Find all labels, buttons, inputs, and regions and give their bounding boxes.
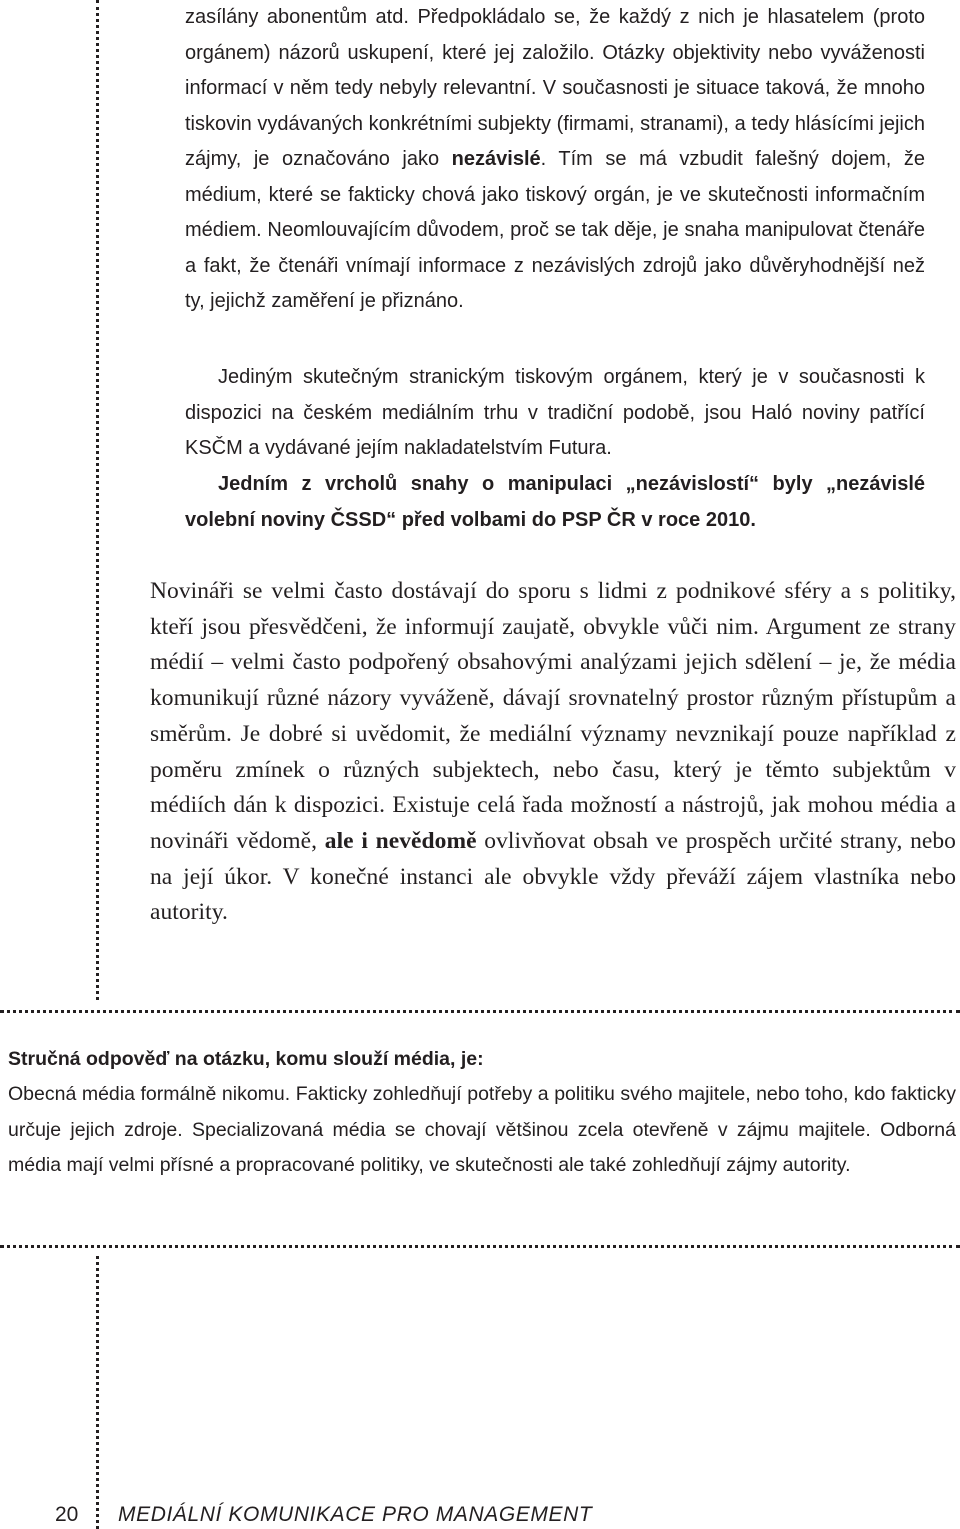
paragraph-text: . Tím se má vzbudit falešný dojem, že médium, které se fakticky chová jako tiskový orgán, je ve skutečnosti informačním médiem. Neomlouvajícím důvodem, proč se tak děje, je snaha manipulovat čtenáře a fakt, že čtenáři vnímají informace z nezávislých zdrojů jako důvěryhodnější než ty, jejichž zaměření je přiznáno. [185, 148, 925, 312]
paragraph-text: ovlivňovat obsah ve prospěch určité strany, nebo na její úkor. V konečné instanci ale obvykle vždy převáží zájem vlastníka nebo autority. [150, 827, 956, 926]
paragraph-halo-noviny [185, 360, 925, 467]
paragraph-novinari [150, 574, 956, 931]
summary-bottom-rule [0, 1245, 960, 1248]
paragraph-text: Novináři se velmi často dostávají do sporu s lidmi z podnikové sféry a s politiky, kteří jsou přesvědčeni, že informují zaujatě, obvykle vůči nim. Argument ze strany médií – velmi často podpořený obsahovými analýzami jejich sdělení – je, že média komunikují různé názory vyváženě, dávají srovnatelný prostor různým přístupům a směrům. Je dobré si uvědomit, že mediální významy nevznikají pouze například z poměru zmínek o různých subjektech, nebo času, který je těmto subjektům v médiích dán k dispozici. Existuje celá řada možností a nástrojů, jak mohou média a novináři vědomě, [150, 578, 956, 854]
margin-rule-bottom [96, 1256, 99, 1529]
paragraph-text: zasílány abonentům atd. Předpokládalo se, že každý z nich je hlasatelem (proto orgánem) názorů uskupení, které jej založilo. Otázky objektivity nebo vyváženosti informací v něm tedy nebyly relevantní. V současnosti je situace taková, že mnoho tiskovin vydávaných konkrétními subjekty (firmami, stranami), a tedy hlásícími jejich zájmy, je označováno jako [185, 6, 925, 170]
summary-box [8, 1042, 956, 1184]
summary-top-rule [0, 1010, 960, 1013]
summary-body: Obecná média formálně nikomu. Fakticky zohledňují potřeby a politiku svého majitele, nebo toho, kdo fakticky určuje jejich zdroje. Specializovaná média se chovají většinou zcela otevřeně v zájmu majitele. Odborná média mají velmi přísné a propracované politiky, ve skutečnosti ale také zohledňují zájmy autority. [8, 1083, 956, 1177]
emphasis-nezavisle: nezávislé [451, 148, 541, 170]
paragraph-text: Jediným skutečným stranickým tiskovým orgánem, který je v současnosti k dispozici na českém mediálním trhu v tradiční podobě, jsou Haló noviny patřící KSČM a vydávané jejím nakladatelstvím Futura. [185, 366, 925, 459]
summary-heading: Stručná odpověď na otázku, komu slouží média, je: [8, 1048, 484, 1070]
paragraph-cssd-highlight [185, 467, 925, 538]
margin-rule-top [96, 0, 99, 1000]
paragraph-abonenti [185, 0, 925, 320]
book-title: MEDIÁLNÍ KOMUNIKACE PRO MANAGEMENT [118, 1503, 593, 1526]
paragraph-text: Jedním z vrcholů snahy o manipulaci „nezávislostí“ byly „nezávislé volební noviny ČSSD“ před volbami do PSP ČR v roce 2010. [185, 473, 925, 531]
page-number: 20 [55, 1503, 79, 1526]
emphasis-nevedome: ale i nevědomě [324, 827, 477, 854]
